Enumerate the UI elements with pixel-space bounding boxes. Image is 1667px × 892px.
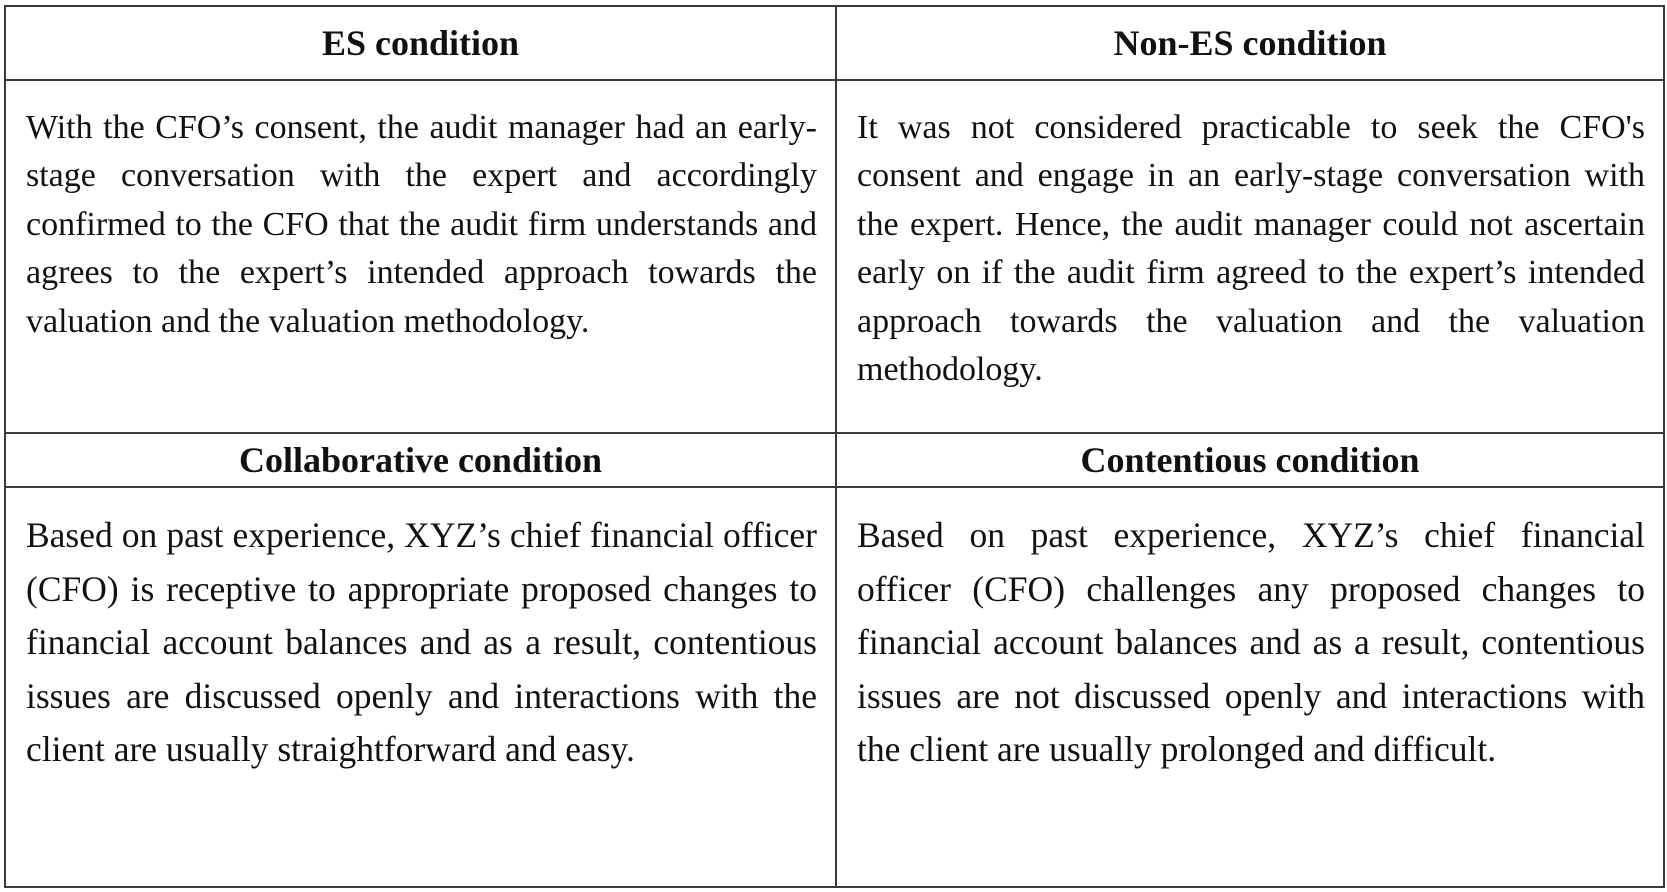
es-condition-cell — [5, 80, 836, 433]
es-condition-header: ES condition — [5, 6, 836, 80]
table-row — [5, 487, 1664, 887]
collaborative-condition-text: Based on past experience, XYZ’s chief financial officer (CFO) is receptive to appropriate proposed changes to financial account balances and as a result, contentious issues are discussed openly and interactions with the client are usually straightforward and easy. — [26, 515, 817, 770]
contentious-condition-cell — [836, 487, 1664, 887]
table-row — [5, 80, 1664, 433]
non-es-condition-cell — [836, 80, 1664, 433]
non-es-condition-header: Non-ES condition — [836, 6, 1664, 80]
table-row — [5, 433, 1664, 487]
contentious-condition-text: Based on past experience, XYZ’s chief financial officer (CFO) challenges any proposed changes to financial account balances and as a result, contentious issues are not discussed openly and interactions with the client are usually prolonged and difficult. — [857, 515, 1645, 770]
collaborative-condition-header: Collaborative condition — [5, 433, 836, 487]
table-row — [5, 6, 1664, 80]
collaborative-condition-cell — [5, 487, 836, 887]
conditions-table — [4, 5, 1665, 888]
non-es-condition-text: It was not considered practicable to seek the CFO's consent and engage in an early-stage conversation with the expert. Hence, the audit manager could not ascertain early on if the audit firm agreed to the expert’s intended approach towards the valuation and the valuation methodology. — [857, 108, 1645, 389]
contentious-condition-header: Contentious condition — [836, 433, 1664, 487]
es-condition-text: With the CFO’s consent, the audit manager had an early-stage conversation with the expert and accordingly confirmed to the CFO that the audit firm understands and agrees to the expert’s intended approach towards the valuation and the valuation methodology. — [26, 108, 817, 340]
